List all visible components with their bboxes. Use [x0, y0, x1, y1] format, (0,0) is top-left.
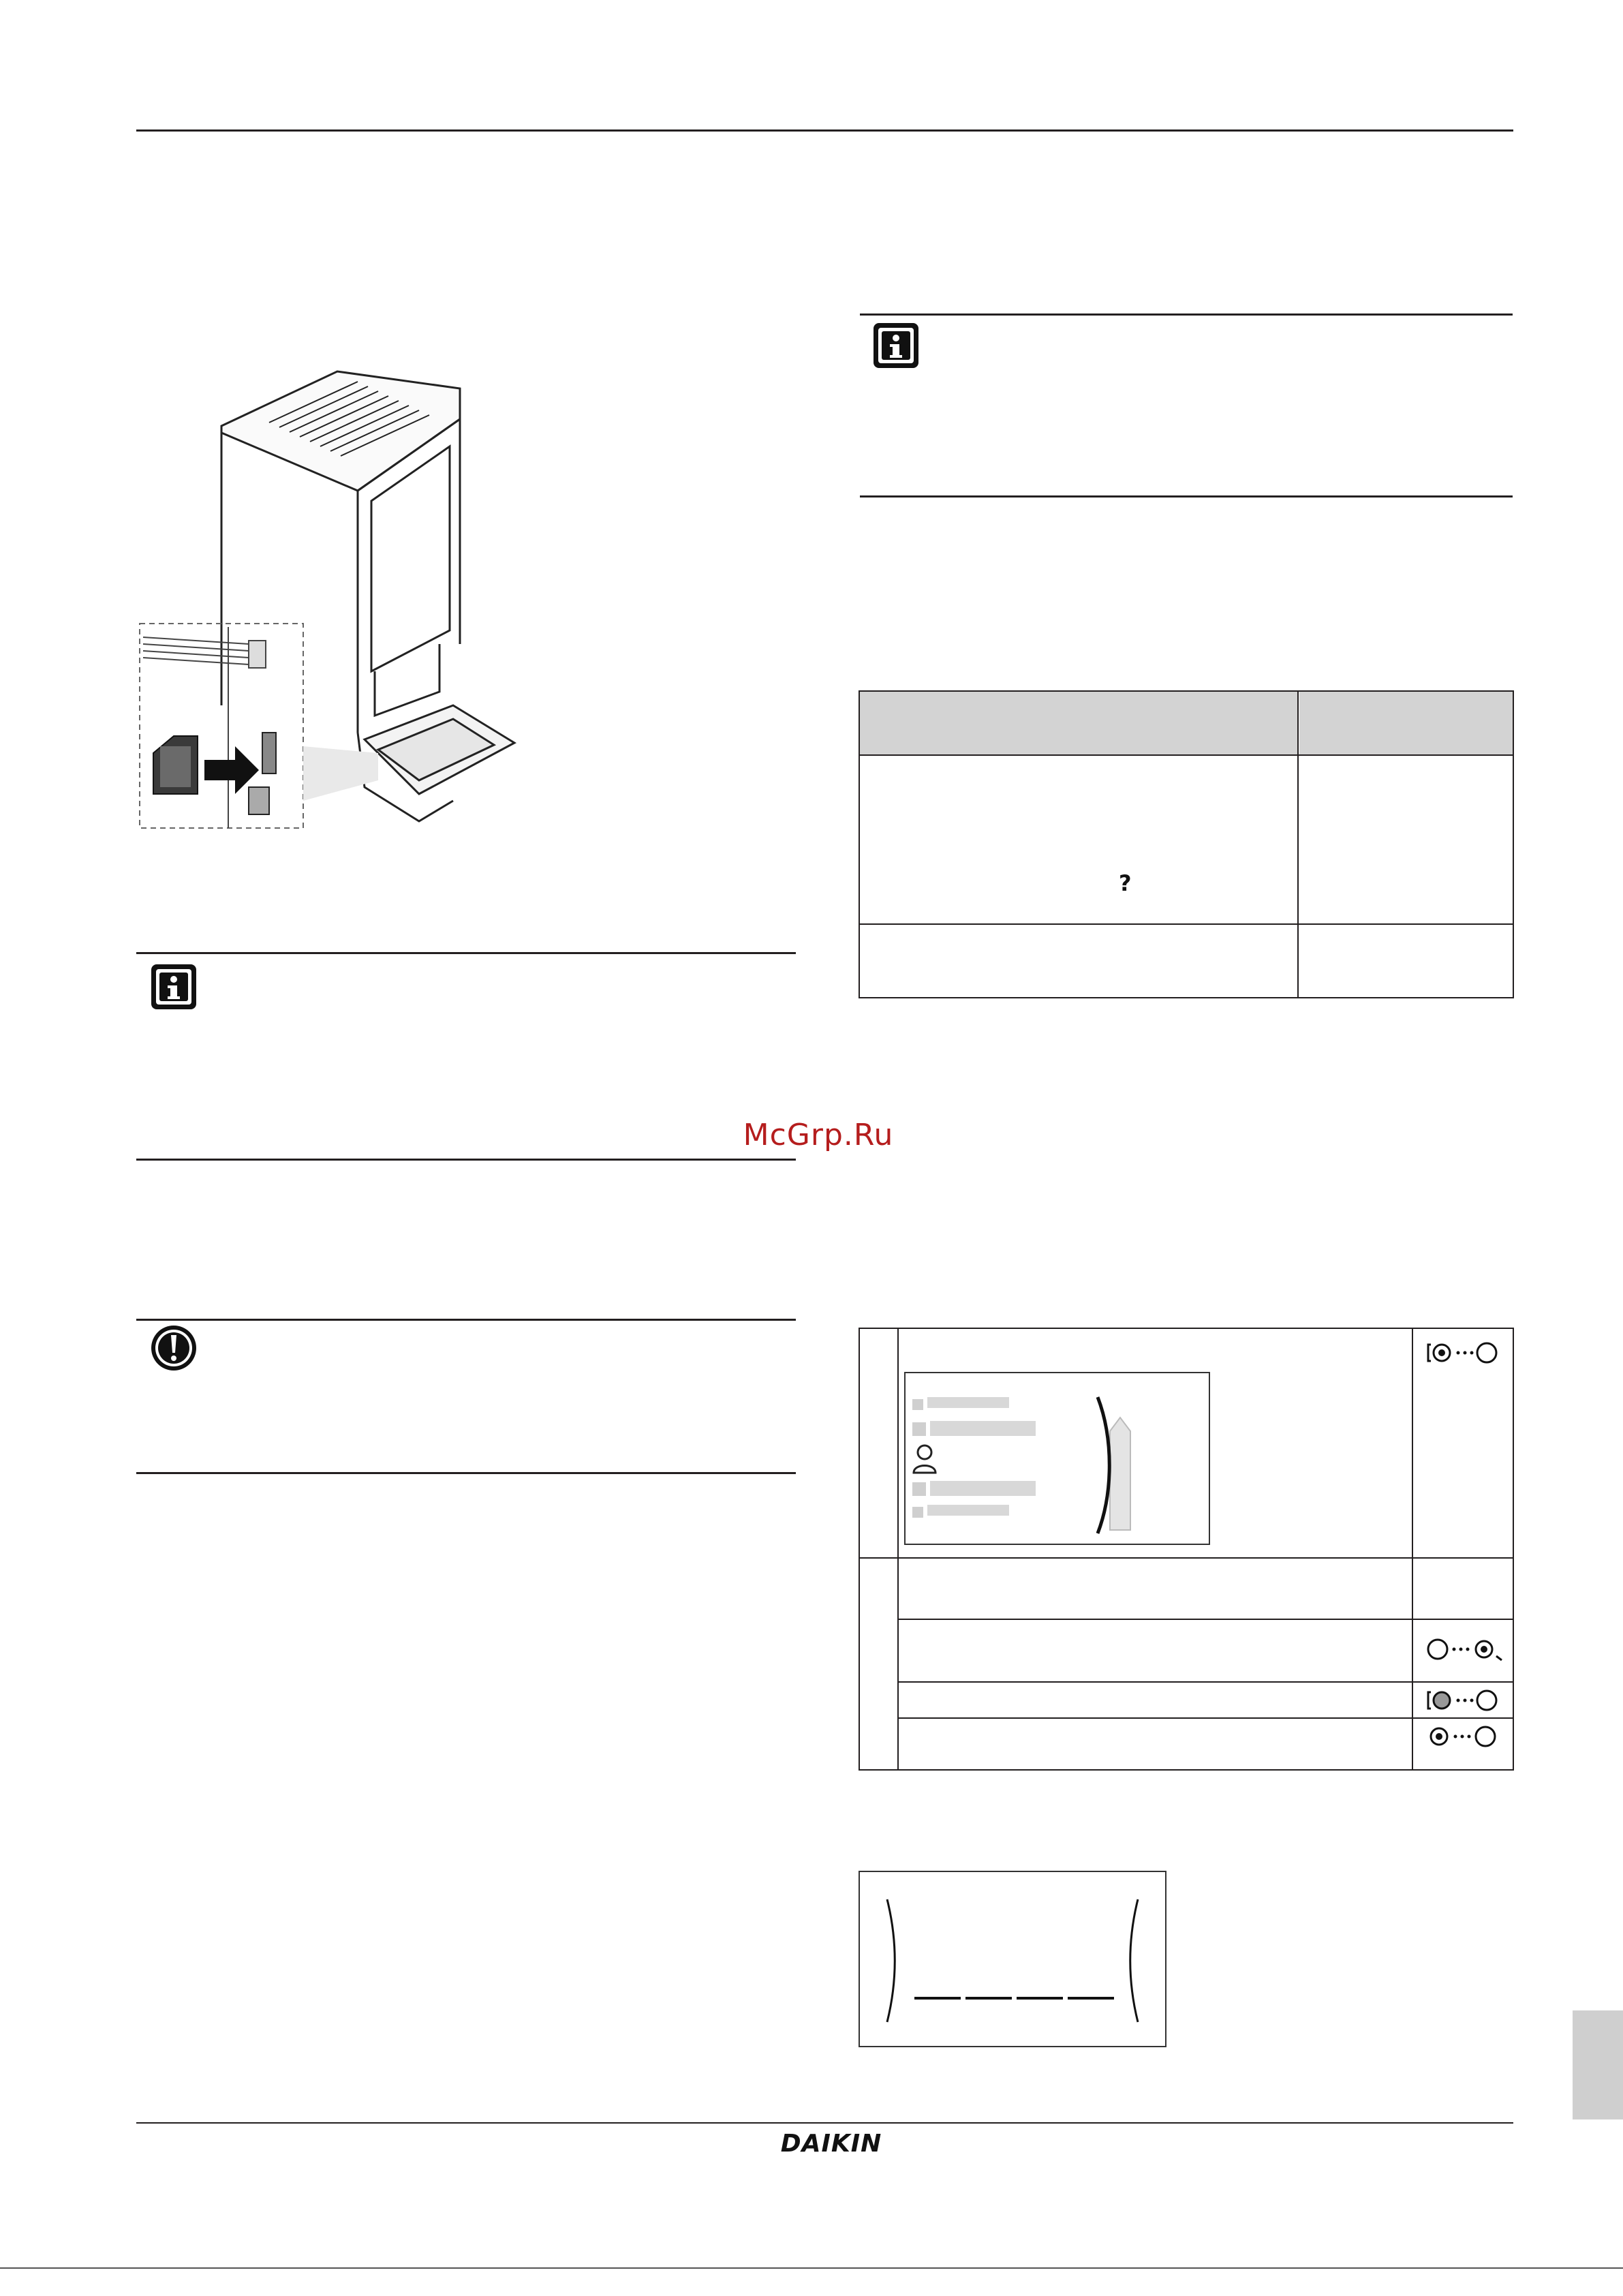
warning-box-bottom-rule [136, 1472, 796, 1474]
info-box-top-rule [136, 952, 796, 954]
code-entry-brackets [860, 1872, 1165, 2046]
table-1-row-rule [860, 754, 1513, 756]
page-bottom-rule [0, 2267, 1623, 2269]
table-1-header-cell [860, 692, 1297, 754]
table-2-row-rule [897, 1681, 1513, 1683]
code-entry-screen [859, 1871, 1166, 2047]
menu-bullet [912, 1507, 923, 1518]
scroll-arc [1089, 1390, 1144, 1540]
right-info-box-top-rule [860, 313, 1513, 316]
menu-line [927, 1397, 1009, 1408]
user-icon [911, 1443, 938, 1474]
header-rule [136, 129, 1513, 132]
table-2-col-divider [1412, 1329, 1413, 1769]
dial-icon [1425, 1723, 1500, 1750]
menu-line [930, 1481, 1036, 1496]
watermark: McGrp.Ru [743, 1118, 894, 1152]
warning-box-top-rule [136, 1319, 796, 1321]
screen-mockup [904, 1372, 1210, 1545]
dial-icon [1425, 1687, 1500, 1714]
table-2-row-rule [860, 1557, 1513, 1559]
exclamation-icon [150, 1324, 198, 1372]
menu-bullet [912, 1422, 926, 1436]
table-1-col-divider [1297, 692, 1299, 997]
table-1-header-cell [1299, 692, 1513, 754]
table-2-row-rule [897, 1717, 1513, 1719]
right-info-box-bottom-rule [860, 495, 1513, 498]
info-icon [872, 322, 920, 369]
menu-line [927, 1505, 1009, 1516]
side-tab [1573, 2010, 1623, 2119]
menu-line [930, 1421, 1036, 1436]
footer-rule [136, 2122, 1513, 2124]
daikin-logo: DAIKIN [780, 2130, 882, 2158]
table-2 [859, 1328, 1514, 1771]
menu-bullet [912, 1399, 923, 1410]
table-1 [859, 690, 1514, 998]
help-symbol: ? [1119, 870, 1132, 896]
table-1-row-rule [860, 923, 1513, 925]
info-icon [150, 963, 198, 1011]
dial-icon [1425, 1339, 1500, 1366]
info-box-bottom-rule [136, 1159, 796, 1161]
table-2-col-divider [897, 1329, 899, 1769]
table-2-row-rule [897, 1619, 1513, 1620]
unit-illustration [133, 351, 528, 842]
menu-bullet [912, 1482, 926, 1496]
dial-icon [1425, 1636, 1507, 1663]
